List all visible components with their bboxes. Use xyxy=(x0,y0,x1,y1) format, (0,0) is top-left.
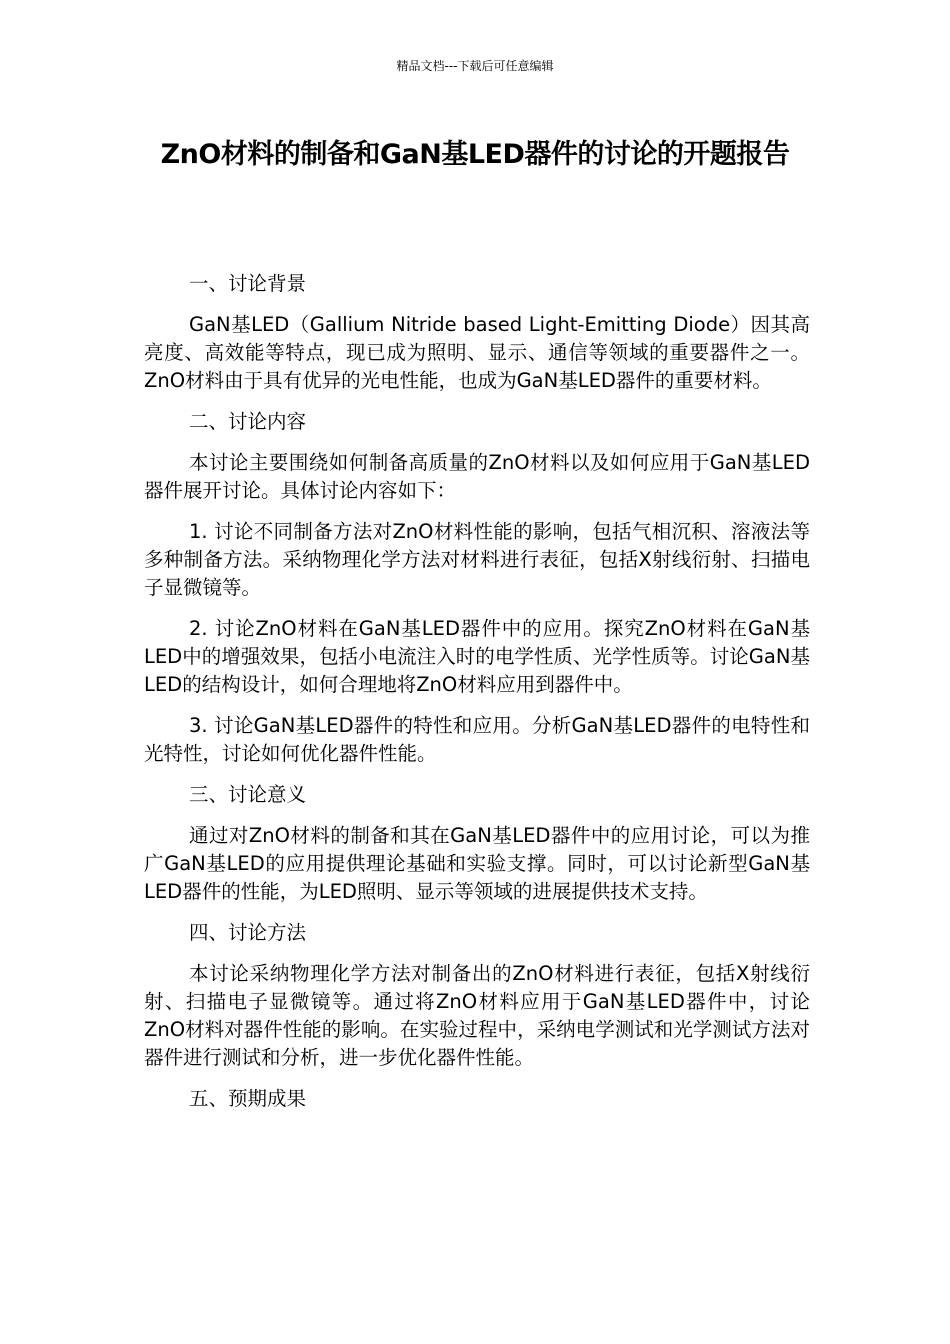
paragraph: 3. 讨论GaN基LED器件的特性和应用。分析GaN基LED器件的电特性和光特性，讨论如何优化器件性能。 xyxy=(144,714,810,765)
paragraph: 1. 讨论不同制备方法对ZnO材料性能的影响，包括气相沉积、溶液法等多种制备方法。采纳物理化学方法对材料进行表征，包括X射线衍射、扫描电子显微镜等。 xyxy=(144,520,810,599)
section-heading: 五、预期成果 xyxy=(189,1087,307,1110)
section-expected-results xyxy=(144,1085,810,1113)
section-background xyxy=(144,270,810,395)
document-title: ZnO材料的制备和GaN基LED器件的讨论的开题报告 xyxy=(160,139,790,170)
paragraph: 本讨论主要围绕如何制备高质量的ZnO材料以及如何应用于GaN基LED器件展开讨论。具体讨论内容如下： xyxy=(144,451,810,502)
section-heading: 三、讨论意义 xyxy=(189,783,307,806)
paragraph: 2. 讨论ZnO材料在GaN基LED器件中的应用。探究ZnO材料在GaN基LED中的增强效果，包括小电流注入时的电学性质、光学性质等。讨论GaN基LED的结构设计，如何合理地将ZnO材料应用到器件中。 xyxy=(144,617,810,696)
section-heading: 四、讨论方法 xyxy=(189,921,307,944)
section-heading: 一、讨论背景 xyxy=(189,272,307,295)
header-note: 精品文档---下载后可任意编辑 xyxy=(396,59,554,73)
paragraph: GaN基LED（Gallium Nitride based Light-Emitting Diode）因其高亮度、高效能等特点，现已成为照明、显示、通信等领域的重要器件之一。ZnO材料由于具有优异的光电性能，也成为GaN基LED器件的重要材料。 xyxy=(144,313,810,392)
section-significance xyxy=(144,781,810,906)
section-heading: 二、讨论内容 xyxy=(189,410,307,433)
paragraph: 本讨论采纳物理化学方法对制备出的ZnO材料进行表征，包括X射线衍射、扫描电子显微镜等。通过将ZnO材料应用于GaN基LED器件中，讨论ZnO材料对器件性能的影响。在实验过程中，采纳电学测试和光学测试方法对器件进行测试和分析，进一步优化器件性能。 xyxy=(144,962,810,1069)
paragraph: 通过对ZnO材料的制备和其在GaN基LED器件中的应用讨论，可以为推广GaN基LED的应用提供理论基础和实验支撑。同时，可以讨论新型GaN基LED器件的性能，为LED照明、显示等领域的进展提供技术支持。 xyxy=(144,824,810,903)
section-methods xyxy=(144,919,810,1072)
document-body xyxy=(144,270,810,1126)
section-content xyxy=(144,408,810,768)
